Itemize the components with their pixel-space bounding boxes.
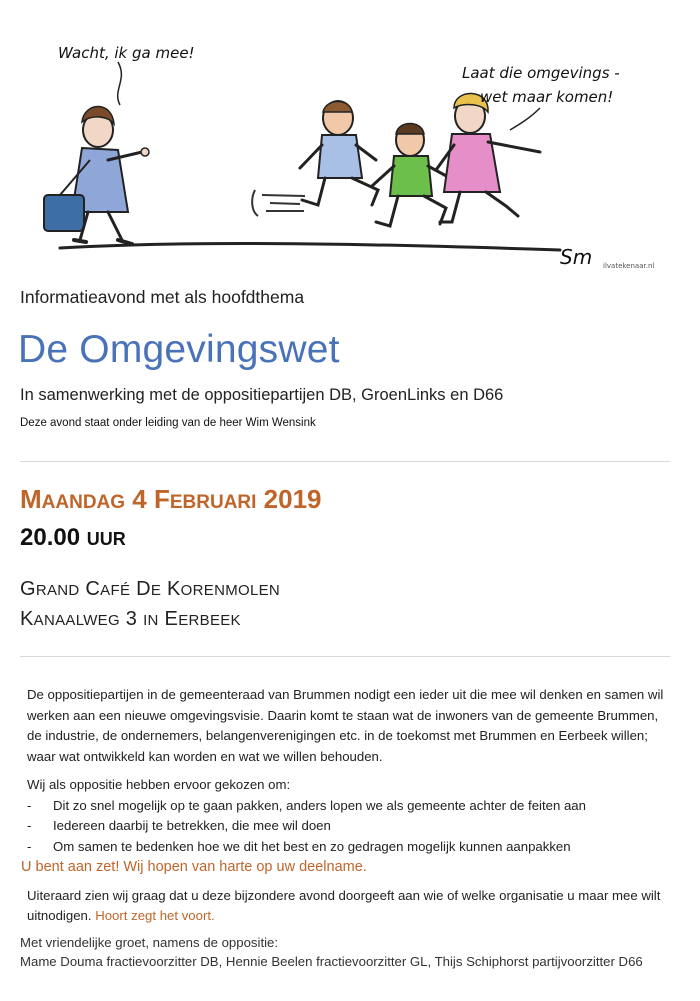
speech-text-right-line1: Laat die omgevings - [462, 64, 620, 82]
goal-list [27, 796, 667, 858]
speech-text-right-line2: wet maar komen! [480, 88, 614, 106]
invitation-body [21, 685, 667, 927]
list-item: - Iedereen daarbij te betrekken, die mee wil doen [27, 818, 331, 833]
divider-bottom [20, 656, 670, 657]
cooperation-line: In samenwerking met de oppositiepartijen DB, GroenLinks en D66 [20, 386, 504, 404]
list-item: - Om samen te bedenken hoe we dit het best en zo gedragen mogelijk kunnen aanpakken [27, 838, 571, 854]
event-title: De Omgevingswet [18, 328, 340, 371]
leader-line: Deze avond staat onder leiding van de heer Wim Wensink [20, 417, 316, 429]
event-time: 20.00 UUR [20, 524, 126, 551]
artist-signature: Sm [560, 245, 593, 269]
running-people-drawing [0, 0, 700, 282]
event-subtitle: Informatieavond met als hoofdthema [20, 287, 305, 307]
venue-name: GRAND CAFÉ DE KORENMOLEN [20, 578, 281, 600]
intro-paragraph: De oppositiepartijen in de gemeenteraad van Brummen nodigt een ieder uit die mee wil denken en samen wil werken aan een nieuwe omgevingsvisie. Daarin komt te staan wat de inwoners van de gemeente Brummen, de industrie, de ondernemers, belangenverenigingen etc. in de toekomst met Brummen en Eerbeek willen; waar wat ontwikkeld kan worden en wat we willen behouden. [27, 687, 664, 764]
invite-paragraph: Uiteraard zien wij graag dat u deze bijzondere avond doorgeeft aan wie of welke organisatie u maar mee wilt uitnodigen. Hoort zegt het voort. [27, 887, 661, 923]
closing-block [20, 933, 680, 971]
speech-text-left: Wacht, ik ga mee! [58, 44, 195, 62]
artist-credit: ilvatekenaar.nl [603, 262, 655, 270]
venue-address: KANAALWEG 3 IN EERBEEK [20, 608, 241, 630]
signatories: Mame Douma fractievoorzitter DB, Hennie Beelen fractievoorzitter GL, Thijs Schiphorst partijvoorzitter D66 [20, 954, 643, 969]
call-to-action: U bent aan zet! Wij hopen van harte op uw deelname. [21, 859, 367, 875]
list-intro: Wij als oppositie hebben ervoor gekozen om: [27, 777, 291, 792]
greeting: Met vriendelijke groet, namens de oppositie: [20, 935, 279, 950]
event-date: MAANDAG 4 FEBRUARI 2019 [20, 484, 322, 514]
cartoon-illustration [0, 0, 700, 282]
list-item: - Dit zo snel mogelijk op te gaan pakken, anders lopen we als gemeente achter de feiten aan [27, 797, 586, 813]
divider-top [20, 461, 670, 462]
